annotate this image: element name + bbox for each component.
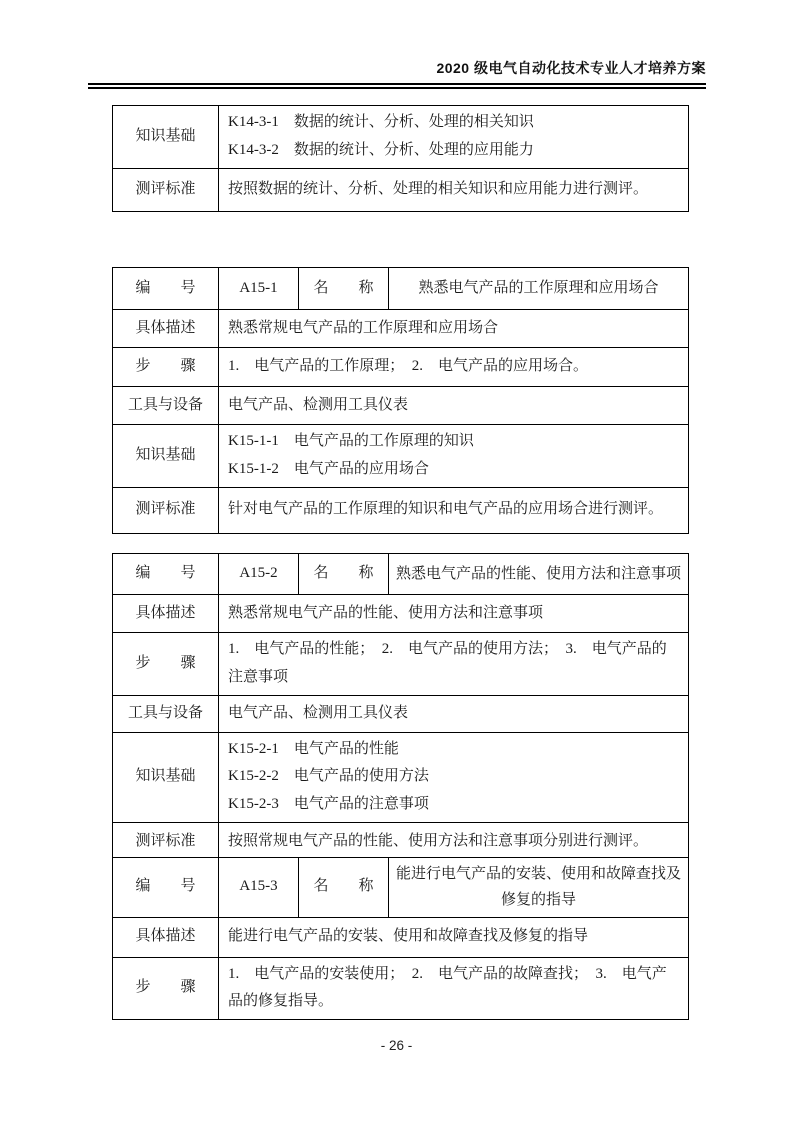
page-number: - 26 - bbox=[380, 1038, 413, 1053]
knowledge-line: K15-1-2 电气产品的应用场合 bbox=[228, 460, 429, 477]
row-label-evaluation: 测评标准 bbox=[135, 501, 196, 518]
knowledge-line: K14-3-2 数据的统计、分析、处理的应用能力 bbox=[228, 141, 534, 158]
cell-steps-text: 1. 电气产品的工作原理； 2. 电气产品的应用场合。 bbox=[218, 348, 688, 386]
row-label-id: 编 号 bbox=[135, 565, 196, 582]
header-double-rule bbox=[88, 83, 706, 89]
table-a15-3 bbox=[112, 857, 689, 1020]
row-label-tools: 工具与设备 bbox=[127, 396, 203, 413]
table-row bbox=[113, 554, 688, 594]
row-label-description: 具体描述 bbox=[135, 604, 196, 621]
cell-task-code: A15-1 bbox=[218, 268, 298, 309]
cell-task-name: 能进行电气产品的安装、使用和故障查找及修复的指导 bbox=[388, 858, 688, 917]
cell-task-name: 熟悉电气产品的性能、使用方法和注意事项 bbox=[388, 554, 688, 594]
cell-description-text: 能进行电气产品的安装、使用和故障查找及修复的指导 bbox=[218, 918, 688, 957]
table-row bbox=[113, 632, 688, 695]
table-row bbox=[113, 106, 688, 168]
row-label-knowledge: 知识基础 bbox=[135, 768, 196, 785]
table-row bbox=[113, 168, 688, 211]
document-title: 2020 级电气自动化技术专业人才培养方案 bbox=[436, 60, 706, 76]
row-label-name: 名 称 bbox=[298, 858, 388, 917]
row-label-id: 编 号 bbox=[135, 878, 196, 895]
table-row bbox=[113, 822, 688, 862]
row-label-id: 编 号 bbox=[135, 279, 196, 296]
row-label-evaluation: 测评标准 bbox=[135, 833, 196, 850]
table-row bbox=[113, 957, 688, 1020]
cell-tools-text: 电气产品、检测用工具仪表 bbox=[218, 387, 688, 424]
table-row bbox=[113, 347, 688, 386]
page-header bbox=[88, 58, 706, 89]
cell-knowledge-lines bbox=[218, 733, 688, 822]
cell-evaluation-text: 按照数据的统计、分析、处理的相关知识和应用能力进行测评。 bbox=[218, 169, 688, 211]
knowledge-line: K15-2-2 电气产品的使用方法 bbox=[228, 768, 429, 785]
table-row bbox=[113, 594, 688, 632]
row-label-knowledge: 知识基础 bbox=[135, 446, 196, 463]
table-row bbox=[113, 268, 688, 309]
row-label-steps: 步 骤 bbox=[135, 358, 196, 375]
cell-task-name: 熟悉电气产品的工作原理和应用场合 bbox=[388, 268, 688, 309]
row-label-steps: 步 骤 bbox=[135, 979, 196, 996]
row-label-description: 具体描述 bbox=[135, 928, 196, 945]
row-label-name: 名 称 bbox=[298, 554, 388, 594]
knowledge-line: K15-1-1 电气产品的工作原理的知识 bbox=[228, 433, 474, 449]
table-k14-3-continuation bbox=[112, 105, 689, 212]
cell-steps-text: 1. 电气产品的安装使用； 2. 电气产品的故障查找； 3. 电气产品的修复指导。 bbox=[218, 958, 688, 1020]
knowledge-line: K14-3-1 数据的统计、分析、处理的相关知识 bbox=[228, 114, 534, 130]
table-a15-1 bbox=[112, 267, 689, 534]
cell-task-code: A15-2 bbox=[218, 554, 298, 594]
row-label-tools: 工具与设备 bbox=[127, 704, 203, 721]
knowledge-line: K15-2-3 电气产品的注意事项 bbox=[228, 796, 429, 812]
table-row bbox=[113, 309, 688, 347]
knowledge-line: K15-2-1 电气产品的性能 bbox=[228, 740, 399, 757]
row-label-evaluation: 测评标准 bbox=[135, 180, 196, 197]
table-row bbox=[113, 858, 688, 917]
cell-description-text: 熟悉常规电气产品的性能、使用方法和注意事项 bbox=[218, 595, 688, 632]
table-row bbox=[113, 695, 688, 732]
row-label-name: 名 称 bbox=[298, 268, 388, 309]
table-row bbox=[113, 732, 688, 822]
table-row bbox=[113, 424, 688, 487]
table-a15-2 bbox=[112, 553, 689, 863]
cell-task-code: A15-3 bbox=[218, 858, 298, 917]
cell-knowledge-lines bbox=[218, 106, 688, 168]
row-label-description: 具体描述 bbox=[135, 319, 196, 336]
cell-description-text: 熟悉常规电气产品的工作原理和应用场合 bbox=[218, 310, 688, 347]
cell-steps-text: 1. 电气产品的性能； 2. 电气产品的使用方法； 3. 电气产品的注意事项 bbox=[218, 633, 688, 695]
table-row bbox=[113, 487, 688, 533]
row-label-steps: 步 骤 bbox=[135, 654, 196, 671]
cell-tools-text: 电气产品、检测用工具仪表 bbox=[218, 696, 688, 732]
cell-knowledge-lines bbox=[218, 425, 688, 487]
page-footer bbox=[0, 1038, 793, 1053]
table-row bbox=[113, 386, 688, 424]
cell-evaluation-text: 针对电气产品的工作原理的知识和电气产品的应用场合进行测评。 bbox=[218, 488, 688, 533]
table-row bbox=[113, 917, 688, 957]
row-label-knowledge: 知识基础 bbox=[135, 127, 196, 144]
cell-evaluation-text: 按照常规电气产品的性能、使用方法和注意事项分别进行测评。 bbox=[218, 823, 688, 862]
